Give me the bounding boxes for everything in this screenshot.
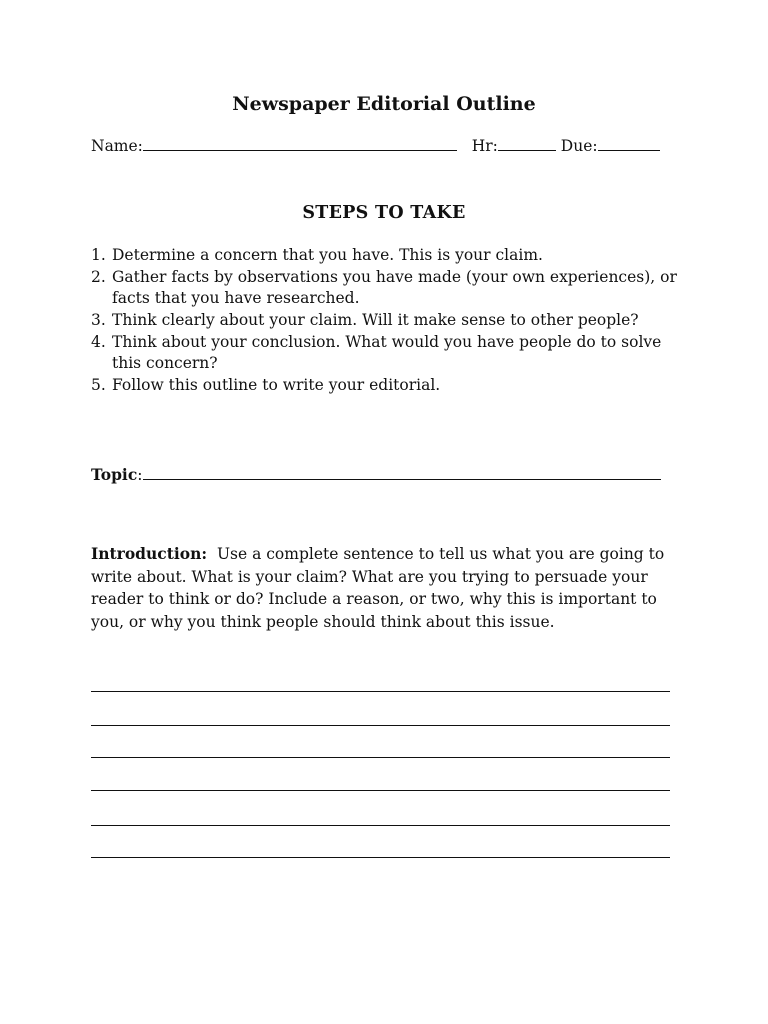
writing-line[interactable] — [91, 825, 670, 826]
steps-heading: STEPS TO TAKE — [302, 203, 466, 223]
step-number: 2. — [91, 268, 106, 286]
step-number: 4. — [91, 333, 106, 351]
introduction-label: Introduction: — [91, 544, 208, 563]
step-item — [91, 375, 691, 396]
step-number: 1. — [91, 246, 106, 264]
writing-line[interactable] — [91, 691, 670, 692]
writing-line[interactable] — [91, 857, 670, 858]
writing-line[interactable] — [91, 725, 670, 726]
step-item — [91, 245, 691, 266]
name-blank[interactable] — [143, 136, 457, 151]
name-label: Name: — [91, 137, 143, 155]
writing-line[interactable] — [91, 790, 670, 791]
step-text: Think clearly about your claim. Will it make sense to other people? — [112, 311, 639, 329]
introduction-paragraph — [91, 543, 681, 633]
topic-label: Topic — [91, 465, 138, 484]
page-title: Newspaper Editorial Outline — [232, 93, 536, 115]
writing-line[interactable] — [91, 757, 670, 758]
topic-row: Topic: — [91, 465, 661, 484]
step-text: Think about your conclusion. What would you have people do to solve this concern? — [112, 333, 662, 372]
introduction-text: Use a complete sentence to tell us what you are going to write about. What is your claim? What are you trying to persuade your reader to think or do? Include a reason, or two, why this is important to you, or why you think people should think about this issue. — [91, 545, 665, 631]
hr-blank[interactable] — [498, 136, 556, 151]
hr-label: Hr: — [471, 137, 498, 155]
due-label: Due: — [560, 137, 598, 155]
student-info-row — [91, 136, 660, 155]
step-item — [91, 267, 691, 309]
step-number: 5. — [91, 376, 106, 394]
step-item — [91, 332, 691, 374]
due-blank[interactable] — [598, 136, 660, 151]
steps-list — [91, 245, 691, 397]
step-text: Gather facts by observations you have made (your own experiences), or facts that you have researched. — [112, 268, 677, 307]
topic-blank[interactable] — [143, 465, 661, 480]
step-text: Determine a concern that you have. This is your claim. — [112, 246, 543, 264]
step-item — [91, 310, 691, 331]
step-text: Follow this outline to write your editorial. — [112, 376, 441, 394]
step-number: 3. — [91, 311, 106, 329]
